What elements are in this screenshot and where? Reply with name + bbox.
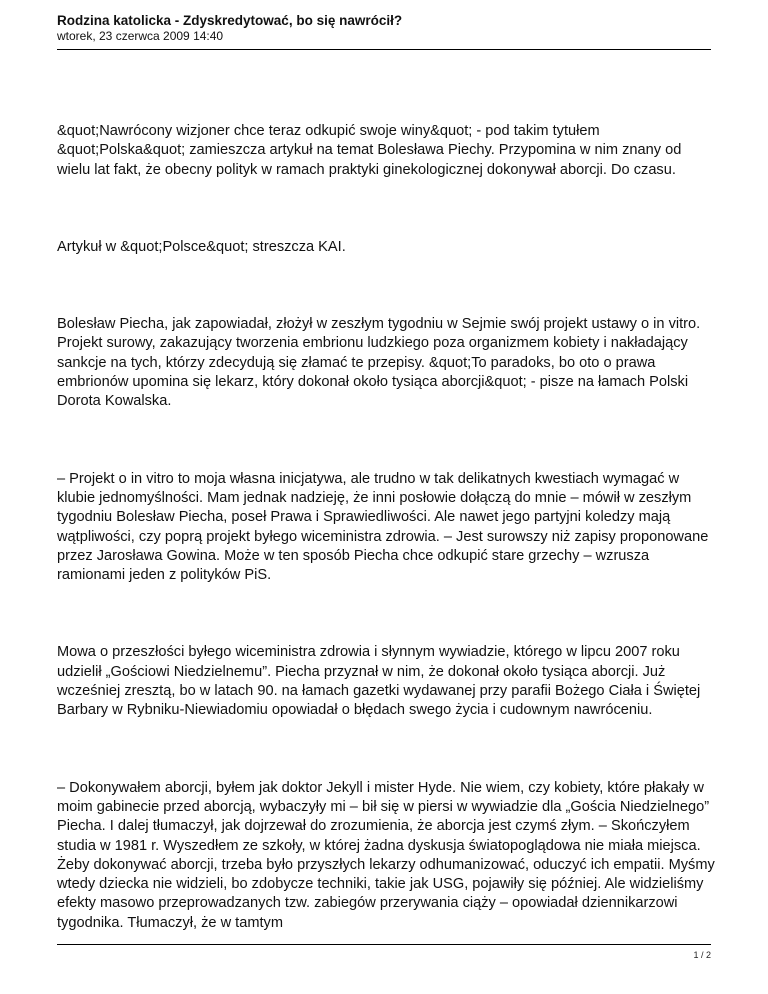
page-number: 1 / 2 [693, 950, 711, 960]
paragraph-source: Artykuł w &quot;Polsce&quot; streszcza KAI. [57, 238, 346, 255]
document-title: Rodzina katolicka - Zdyskredytować, bo się nawrócił? [57, 13, 403, 28]
paragraph-past: Mowa o przeszłości byłego wiceministra zdrowia i słynnym wywiadzie, którego w lipcu 2007 roku udzielił „Gościowi Niedzielnemu”. Piecha przyznał w nim, że dokonał około tysiąca aborcji. Już wcześniej zresztą, bo w latach 90. na łamach gazetki wydawanej przy parafii Bożego Ciała i Świętej Barbary w Rybniku-Niewiadomiu opowiadał o błędach swego życia i cudownym nawróceniu. [57, 644, 701, 719]
footer-divider [57, 944, 711, 945]
header-divider [57, 49, 711, 50]
paragraph-quote-initiative: – Projekt o in vitro to moja własna inicjatywa, ale trudno w tak delikatnych kwestiach wymagać w klubie jednomyślności. Mam jednak nadzieję, że inni posłowie dołączą do mnie – mówił w zeszłym tygodniu Bolesław Piecha, poseł Prawa i Sprawiedliwości. Ale nawet jego partyjni koledzy mają wątpliwości, czy poprą projekt byłego wiceministra zdrowia. – Jest surowszy niż zapisy proponowane przez Jarosława Gowina. Może w ten sposób Piecha chce odkupić stare grzechy – wzrusza ramionami jeden z polityków PiS. [57, 470, 709, 584]
article-body [57, 122, 717, 933]
document-date: wtorek, 23 czerwca 2009 14:40 [57, 29, 224, 43]
document-header [57, 12, 711, 44]
paragraph-intro: &quot;Nawrócony wizjoner chce teraz odkupić swoje winy&quot; - pod takim tytułem &quot;Polska&quot; zamieszcza artykuł na temat Bolesława Piechy. Przypomina w nim znany od wielu lat fakt, że obecny polityk w ramach praktyki ginekologicznej dokonywał aborcji. Do czasu. [57, 123, 682, 178]
paragraph-quote-abortion: – Dokonywałem aborcji, byłem jak doktor Jekyll i mister Hyde. Nie wiem, czy kobiety, które płakały w moim gabinecie przed aborcją, wybaczyły mi – bił się w piersi w wywiadzie dla „Gościa Niedzielnego” Piecha. I dalej tłumaczył, jak dojrzewał do zrozumienia, że aborcja jest czymś złym. – Skończyłem studia w 1981 r. Wyszedłem ze szkoły, w której żadna dyskusja światopoglądowa nie miała miejsca. Żeby dokonywać aborcji, trzeba było przyszłych lekarzy odhumanizować, oduczyć ich empatii. Myśmy wtedy dziecka nie widzieli, bo zdobycze techniki, takie jak USG, pojawiły się później. Ale widzieliśmy efekty masowo przeprowadzanych tzw. zabiegów przerywania ciąży – opowiadał dziennikarzowi tygodnika. Tłumaczył, że w tamtym [57, 779, 715, 931]
paragraph-project: Bolesław Piecha, jak zapowiadał, złożył w zeszłym tygodniu w Sejmie swój projekt ustawy o in vitro. Projekt surowy, zakazujący tworzenia embrionu ludzkiego poza organizmem kobiety i nakładający sankcje na tych, którzy zdecydują się złamać te przepisy. &quot;To paradoks, bo oto o prawa embrionów upomina się lekarz, który dokonał około tysiąca aborcji&quot; - pisze na łamach Polski Dorota Kowalska. [57, 316, 701, 410]
